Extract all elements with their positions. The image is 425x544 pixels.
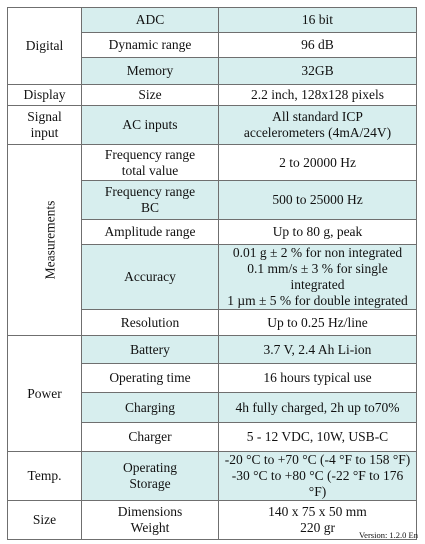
row-label: Operating time bbox=[82, 364, 219, 393]
table-row bbox=[8, 501, 417, 540]
group-measurements-label: Measurements bbox=[42, 200, 58, 280]
row-value: -20 °C to +70 °C (-4 °F to 158 °F) -30 °C to +80 °C (-22 °F to 176 °F) bbox=[219, 452, 417, 501]
group-display: Display bbox=[8, 85, 82, 106]
row-label: Charger bbox=[82, 423, 219, 452]
row-label: Charging bbox=[82, 393, 219, 423]
row-value: 16 hours typical use bbox=[219, 364, 417, 393]
row-value: Up to 0.25 Hz/line bbox=[219, 310, 417, 336]
group-signal-input: Signal input bbox=[8, 106, 82, 145]
row-value: All standard ICP accelerometers (4mA/24V) bbox=[219, 106, 417, 145]
group-measurements bbox=[8, 145, 82, 336]
row-label: Dynamic range bbox=[82, 33, 219, 58]
row-label: Frequency range total value bbox=[82, 145, 219, 181]
spec-table bbox=[7, 7, 417, 540]
row-value: 5 - 12 VDC, 10W, USB-C bbox=[219, 423, 417, 452]
row-value: Up to 80 g, peak bbox=[219, 220, 417, 245]
row-label: Operating Storage bbox=[82, 452, 219, 501]
group-size: Size bbox=[8, 501, 82, 540]
row-value: 16 bit bbox=[219, 8, 417, 33]
row-value: 32GB bbox=[219, 58, 417, 85]
row-value: 2 to 20000 Hz bbox=[219, 145, 417, 181]
table-row bbox=[8, 452, 417, 501]
row-label: Dimensions Weight bbox=[82, 501, 219, 540]
row-value: 0.01 g ± 2 % for non integrated 0.1 mm/s ± 3 % for single integrated 1 µm ± 5 % for double integrated bbox=[219, 245, 417, 310]
group-power: Power bbox=[8, 336, 82, 452]
group-temp: Temp. bbox=[8, 452, 82, 501]
row-value: 500 to 25000 Hz bbox=[219, 181, 417, 220]
version-label: Version: 1.2.0 En bbox=[358, 530, 418, 540]
row-label: Size bbox=[82, 85, 219, 106]
row-value: 3.7 V, 2.4 Ah Li-ion bbox=[219, 336, 417, 364]
table-row bbox=[8, 106, 417, 145]
group-digital: Digital bbox=[8, 8, 82, 85]
row-label: Resolution bbox=[82, 310, 219, 336]
row-label: Amplitude range bbox=[82, 220, 219, 245]
row-value: 96 dB bbox=[219, 33, 417, 58]
row-value: 4h fully charged, 2h up to70% bbox=[219, 393, 417, 423]
table-row bbox=[8, 85, 417, 106]
table-row bbox=[8, 145, 417, 181]
row-value: 140 x 75 x 50 mm 220 gr bbox=[219, 501, 417, 540]
table-row bbox=[8, 8, 417, 33]
row-label: Accuracy bbox=[82, 245, 219, 310]
row-label: AC inputs bbox=[82, 106, 219, 145]
row-value: 2.2 inch, 128x128 pixels bbox=[219, 85, 417, 106]
table-row bbox=[8, 336, 417, 364]
row-label: Memory bbox=[82, 58, 219, 85]
row-label: Frequency range BC bbox=[82, 181, 219, 220]
row-label: ADC bbox=[82, 8, 219, 33]
row-label: Battery bbox=[82, 336, 219, 364]
